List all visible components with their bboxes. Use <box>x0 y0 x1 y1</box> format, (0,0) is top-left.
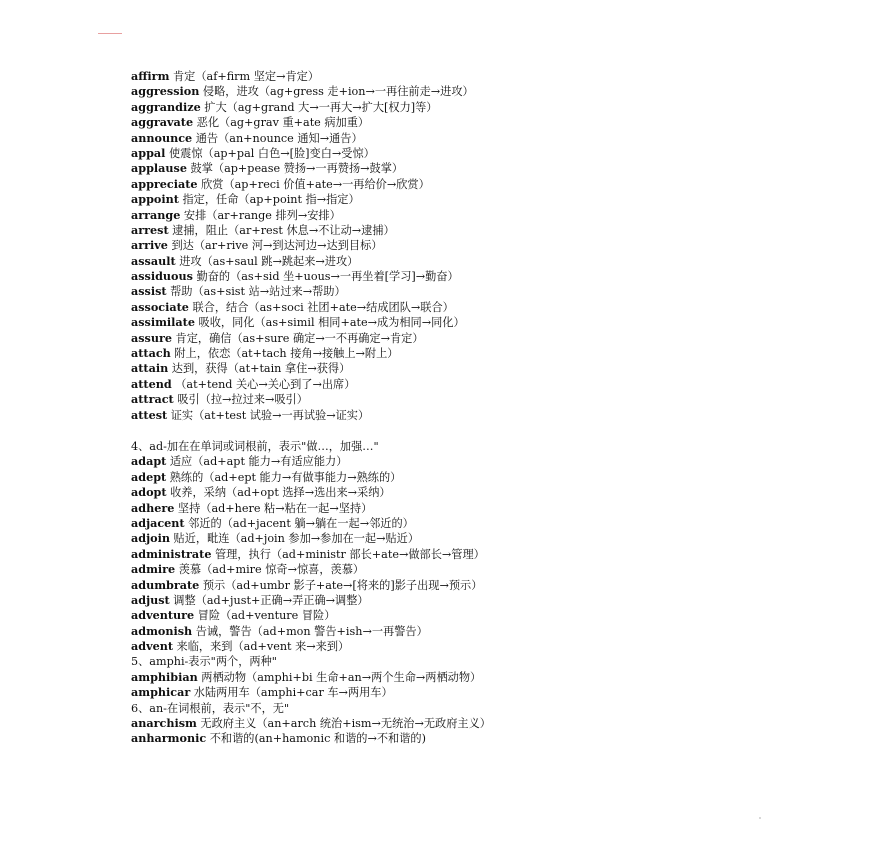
vocab-definition: 预示（ad+umbr 影子+ate→[将来的]影子出现→预示） <box>199 578 483 592</box>
vocab-word: assimilate <box>131 315 195 330</box>
vocab-word: attend <box>131 376 172 391</box>
vocab-definition: 进攻（as+saul 跳→跳起来→进攻） <box>175 254 359 268</box>
vocab-word: adventure <box>131 608 195 623</box>
vocab-entry <box>131 470 831 485</box>
vocab-definition: 扩大（ag+grand 大→一再大→扩大[权力]等） <box>200 100 438 114</box>
vocab-word: adhere <box>131 500 175 515</box>
vocab-entry <box>131 639 831 654</box>
vocab-word: administrate <box>131 546 212 561</box>
vocab-word: admire <box>131 562 176 577</box>
section-gap <box>131 423 831 439</box>
vocab-word: associate <box>131 299 189 314</box>
vocab-definition: 羡慕（ad+mire 惊奇→惊喜，羡慕） <box>175 563 365 577</box>
vocab-definition: 指定，任命（ap+point 指→指定） <box>178 193 360 207</box>
vocab-word: appreciate <box>131 176 198 191</box>
vocab-definition: 肯定，确信（as+sure 确定→一不再确定→肯定） <box>172 331 424 345</box>
vocab-entry <box>131 331 831 346</box>
vocab-word: assault <box>131 253 176 268</box>
vocab-definition: 来临，来到（ad+vent 来→来到） <box>173 640 350 654</box>
vocab-entry <box>131 146 831 161</box>
vocab-entry <box>131 531 831 546</box>
heading-text: 4、ad-加在在单词或词根前，表示"做…，加强…" <box>131 439 379 453</box>
vocab-definition: 吸收，同化（as+simil 相同+ate→成为相同→同化） <box>194 316 465 330</box>
vocab-word: anarchism <box>131 716 197 731</box>
vocab-definition: 告诫，警告（ad+mon 警告+ish→一再警告） <box>192 624 428 638</box>
vocab-entry <box>131 238 831 253</box>
vocab-word: advent <box>131 639 173 654</box>
vocab-entry <box>131 315 831 330</box>
vocab-definition: 坚持（ad+here 粘→粘在一起→坚持） <box>174 501 373 515</box>
vocab-definition: 冒险（ad+venture 冒险） <box>194 609 336 623</box>
vocab-word: arrive <box>131 238 168 253</box>
vocab-word: attest <box>131 407 168 422</box>
vocab-definition: 两栖动物（amphi+bi 生命+an→两个生命→两栖动物） <box>197 670 482 684</box>
vocab-entry <box>131 501 831 516</box>
vocab-definition: 熟练的（ad+ept 能力→有做事能力→熟练的） <box>166 470 402 484</box>
vocab-entry <box>131 269 831 284</box>
vocab-definition: 适应（ad+apt 能力→有适应能力） <box>166 455 348 469</box>
vocab-entry <box>131 177 831 192</box>
heading-text: 5、amphi-表示"两个，两种" <box>131 655 277 669</box>
prefix-section-b <box>131 439 831 747</box>
vocabulary-list <box>131 69 831 747</box>
vocab-word: appal <box>131 145 166 160</box>
vocab-entry <box>131 547 831 562</box>
vocab-definition: 勤奋的（as+sid 坐+uous→一再坐着[学习]→勤奋） <box>192 270 459 284</box>
vocab-word: assiduous <box>131 269 193 284</box>
vocab-definition: 调整（ad+just+正确→弄正确→调整） <box>169 593 369 607</box>
vocab-definition: 恶化（ag+grav 重+ate 病加重） <box>193 116 370 130</box>
vocab-entry <box>131 69 831 84</box>
vocab-word: adjoin <box>131 531 170 546</box>
vocab-definition: 侵略，进攻（ag+gress 走+ion→一再往前走→进攻） <box>199 85 474 99</box>
vocab-word: attain <box>131 361 169 376</box>
vocab-entry <box>131 608 831 623</box>
vocab-word: aggression <box>131 84 200 99</box>
vocab-definition: 肯定（af+firm 坚定→肯定） <box>169 70 320 83</box>
vocab-entry <box>131 346 831 361</box>
vocab-definition: 收养，采纳（ad+opt 选择→选出来→采纳） <box>166 486 391 500</box>
header-mark <box>98 33 122 34</box>
section-heading <box>131 701 831 716</box>
vocab-definition: 使震惊（ap+pal 白色→[脸]变白→受惊） <box>165 146 375 160</box>
vocab-word: announce <box>131 130 193 145</box>
vocab-word: adapt <box>131 454 167 469</box>
vocab-entry <box>131 300 831 315</box>
vocab-definition: 帮助（as+sist 站→站过来→帮助） <box>166 285 346 299</box>
vocab-entry <box>131 377 831 392</box>
vocab-word: adept <box>131 469 167 484</box>
vocab-word: adjust <box>131 592 170 607</box>
vocab-entry <box>131 408 831 423</box>
vocab-definition: 欣赏（ap+reci 价值+ate→一再给价→欣赏） <box>197 177 430 191</box>
vocab-definition: 联合，结合（as+soci 社团+ate→结成团队→联合） <box>188 300 454 314</box>
section-heading <box>131 654 831 669</box>
vocab-definition: 不和谐的(an+hamonic 和谐的→不和谐的) <box>206 732 426 746</box>
vocab-entry <box>131 562 831 577</box>
vocab-entry <box>131 284 831 299</box>
vocab-entry <box>131 131 831 146</box>
prefix-section-a <box>131 69 831 423</box>
vocab-definition: 邻近的（ad+jacent 躺→躺在一起→邻近的） <box>184 516 414 530</box>
vocab-entry <box>131 208 831 223</box>
vocab-definition: 无政府主义（an+arch 统治+ism→无统治→无政府主义） <box>196 717 491 731</box>
vocab-entry <box>131 731 831 746</box>
vocab-definition: 证实（at+test 试验→一再试验→证实） <box>167 408 370 422</box>
vocab-definition: 水陆两用车（amphi+car 车→两用车） <box>190 686 393 700</box>
vocab-word: attach <box>131 346 171 361</box>
vocab-definition: 附上，依恋（at+tach 接角→接触上→附上） <box>170 347 399 361</box>
section-heading <box>131 439 831 454</box>
vocab-entry <box>131 392 831 407</box>
vocab-entry <box>131 685 831 700</box>
heading-text: 6、an-在词根前，表示"不，无" <box>131 701 290 715</box>
vocab-word: adumbrate <box>131 577 200 592</box>
vocab-word: applause <box>131 161 187 176</box>
vocab-word: affirm <box>131 69 170 83</box>
vocab-entry <box>131 361 831 376</box>
vocab-entry <box>131 516 831 531</box>
vocab-word: amphicar <box>131 685 191 700</box>
vocab-word: anharmonic <box>131 731 207 746</box>
vocab-entry <box>131 192 831 207</box>
vocab-word: assure <box>131 330 172 345</box>
vocab-definition: 通告（an+nounce 通知→通告） <box>192 131 363 145</box>
vocab-word: assist <box>131 284 167 299</box>
vocab-entry <box>131 624 831 639</box>
vocab-word: arrange <box>131 207 181 222</box>
vocab-definition: 贴近，毗连（ad+join 参加→参加在一起→贴近） <box>169 532 420 546</box>
vocab-entry <box>131 716 831 731</box>
vocab-word: aggravate <box>131 115 194 130</box>
vocab-definition: 达到，获得（at+tain 拿住→获得） <box>168 362 351 376</box>
vocab-word: admonish <box>131 623 193 638</box>
vocab-entry <box>131 454 831 469</box>
corner-dot <box>759 817 761 819</box>
vocab-word: appoint <box>131 192 179 207</box>
vocab-definition: 逮捕，阻止（ar+rest 休息→不让动→逮捕） <box>168 223 395 237</box>
vocab-entry <box>131 161 831 176</box>
vocab-word: adjacent <box>131 515 185 530</box>
vocab-entry <box>131 670 831 685</box>
vocab-definition: 吸引（拉→拉过来→吸引） <box>173 393 308 407</box>
vocab-entry <box>131 578 831 593</box>
vocab-word: aggrandize <box>131 99 201 114</box>
vocab-definition: 安排（ar+range 排列→安排） <box>180 208 341 222</box>
vocab-definition: （at+tend 关心→关心到了→出席） <box>171 377 356 391</box>
vocab-definition: 鼓掌（ap+pease 赞扬→一再赞扬→鼓掌） <box>186 162 404 176</box>
vocab-definition: 到达（ar+rive 河→到达河边→达到目标） <box>167 239 383 253</box>
vocab-definition: 管理，执行（ad+ministr 部长+ate→做部长→管理） <box>211 547 485 561</box>
vocab-entry <box>131 254 831 269</box>
vocab-entry <box>131 115 831 130</box>
vocab-entry <box>131 593 831 608</box>
vocab-entry <box>131 84 831 99</box>
vocab-word: attract <box>131 392 174 407</box>
vocab-entry <box>131 223 831 238</box>
vocab-word: amphibian <box>131 669 198 684</box>
vocab-word: arrest <box>131 222 169 237</box>
vocab-word: adopt <box>131 485 167 500</box>
vocab-entry <box>131 100 831 115</box>
vocab-entry <box>131 485 831 500</box>
